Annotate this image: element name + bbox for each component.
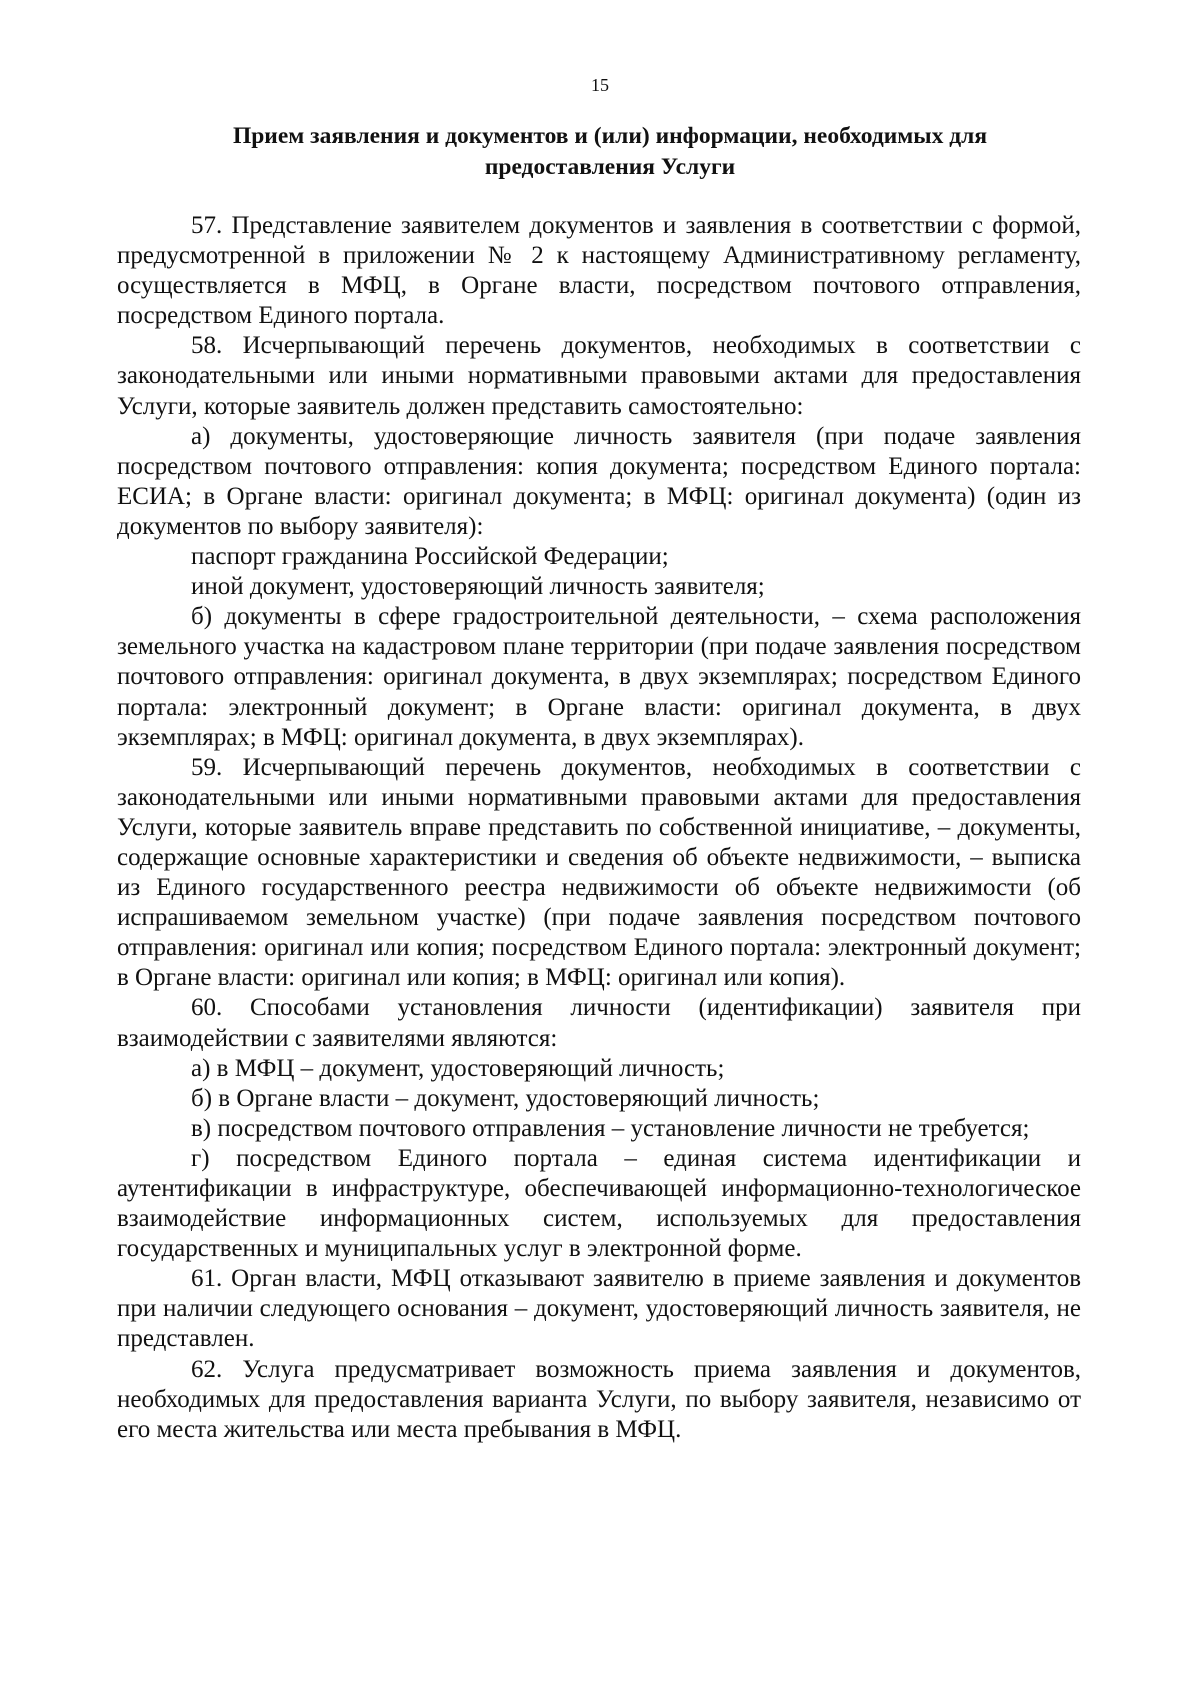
document-body	[117, 211, 1081, 1445]
paragraph-59: 59. Исчерпывающий перечень документов, необходимых в соответствии с законодательными или иными нормативными правовыми актами для предоставления Услуги, которые заявитель вправе представить по собственной инициативе, – документы, содержащие основные характеристики и сведения об объекте недвижимости, – выписка из Единого государственного реестра недвижимости об объекте недвижимости (об испрашиваемом земельном участке) (при подаче заявления посредством почтового отправления: оригинал или копия; посредством Единого портала: электронный документ; в Органе власти: оригинал или копия; в МФЦ: оригинал или копия).	[117, 753, 1081, 992]
paragraph-60: 60. Способами установления личности (идентификации) заявителя при взаимодействии с заявителями являются:	[117, 994, 1081, 1052]
list-item-60-g: г) посредством Единого портала – единая система идентификации и аутентификации в инфраструктуре, обеспечивающей информационно-технологическое взаимодействие информационных систем, используемых для предоставления государственных и муниципальных услуг в электронной форме.	[117, 1144, 1081, 1263]
list-item-58-b: б) документы в сфере градостроительной деятельности, – схема расположения земельного участка на кадастровом плане территории (при подаче заявления посредством почтового отправления: оригинал документа, в двух экземплярах; посредством Единого портала: электронный документ; в Органе власти: оригинал документа, в двух экземплярах; в МФЦ: оригинал документа, в двух экземплярах).	[117, 603, 1081, 751]
paragraph-58: 58. Исчерпывающий перечень документов, необходимых в соответствии с законодательными или иными нормативными правовыми актами для предоставления Услуги, которые заявитель должен представить самостоятельно:	[117, 332, 1081, 420]
section-heading: Прием заявления и документов и (или) информации, необходимых для предоставления Услуги	[232, 123, 988, 180]
list-item-58-a: а) документы, удостоверяющие личность заявителя (при подаче заявления посредством почтового отправления: копия документа; посредством Единого портала: ЕСИА; в Органе власти: оригинал документа; в МФЦ: оригинал документа) (один из документов по выбору заявителя):	[117, 422, 1081, 540]
list-item-60-v: в) посредством почтового отправления – установление личности не требуется;	[191, 1114, 1030, 1142]
paragraph-61: 61. Орган власти, МФЦ отказывают заявителю в приеме заявления и документов при наличии следующего основания – документ, удостоверяющий личность заявителя, не представлен.	[117, 1265, 1081, 1353]
list-item-60-b: б) в Органе власти – документ, удостоверяющий личность;	[191, 1084, 820, 1112]
list-item-passport: паспорт гражданина Российской Федерации;	[191, 543, 669, 571]
list-item-60-a: а) в МФЦ – документ, удостоверяющий личность;	[191, 1054, 725, 1082]
paragraph-57: 57. Представление заявителем документов и заявления в соответствии с формой, предусмотренной в приложении № 2 к настоящему Административному регламенту, осуществляется в МФЦ, в Органе власти, посредством почтового отправления, посредством Единого портала.	[117, 212, 1081, 330]
list-item-other-id: иной документ, удостоверяющий личность заявителя;	[191, 573, 765, 601]
paragraph-62: 62. Услуга предусматривает возможность приема заявления и документов, необходимых для предоставления варианта Услуги, по выбору заявителя, независимо от его места жительства или места пребывания в МФЦ.	[117, 1355, 1081, 1443]
page-number: 15	[591, 75, 609, 95]
